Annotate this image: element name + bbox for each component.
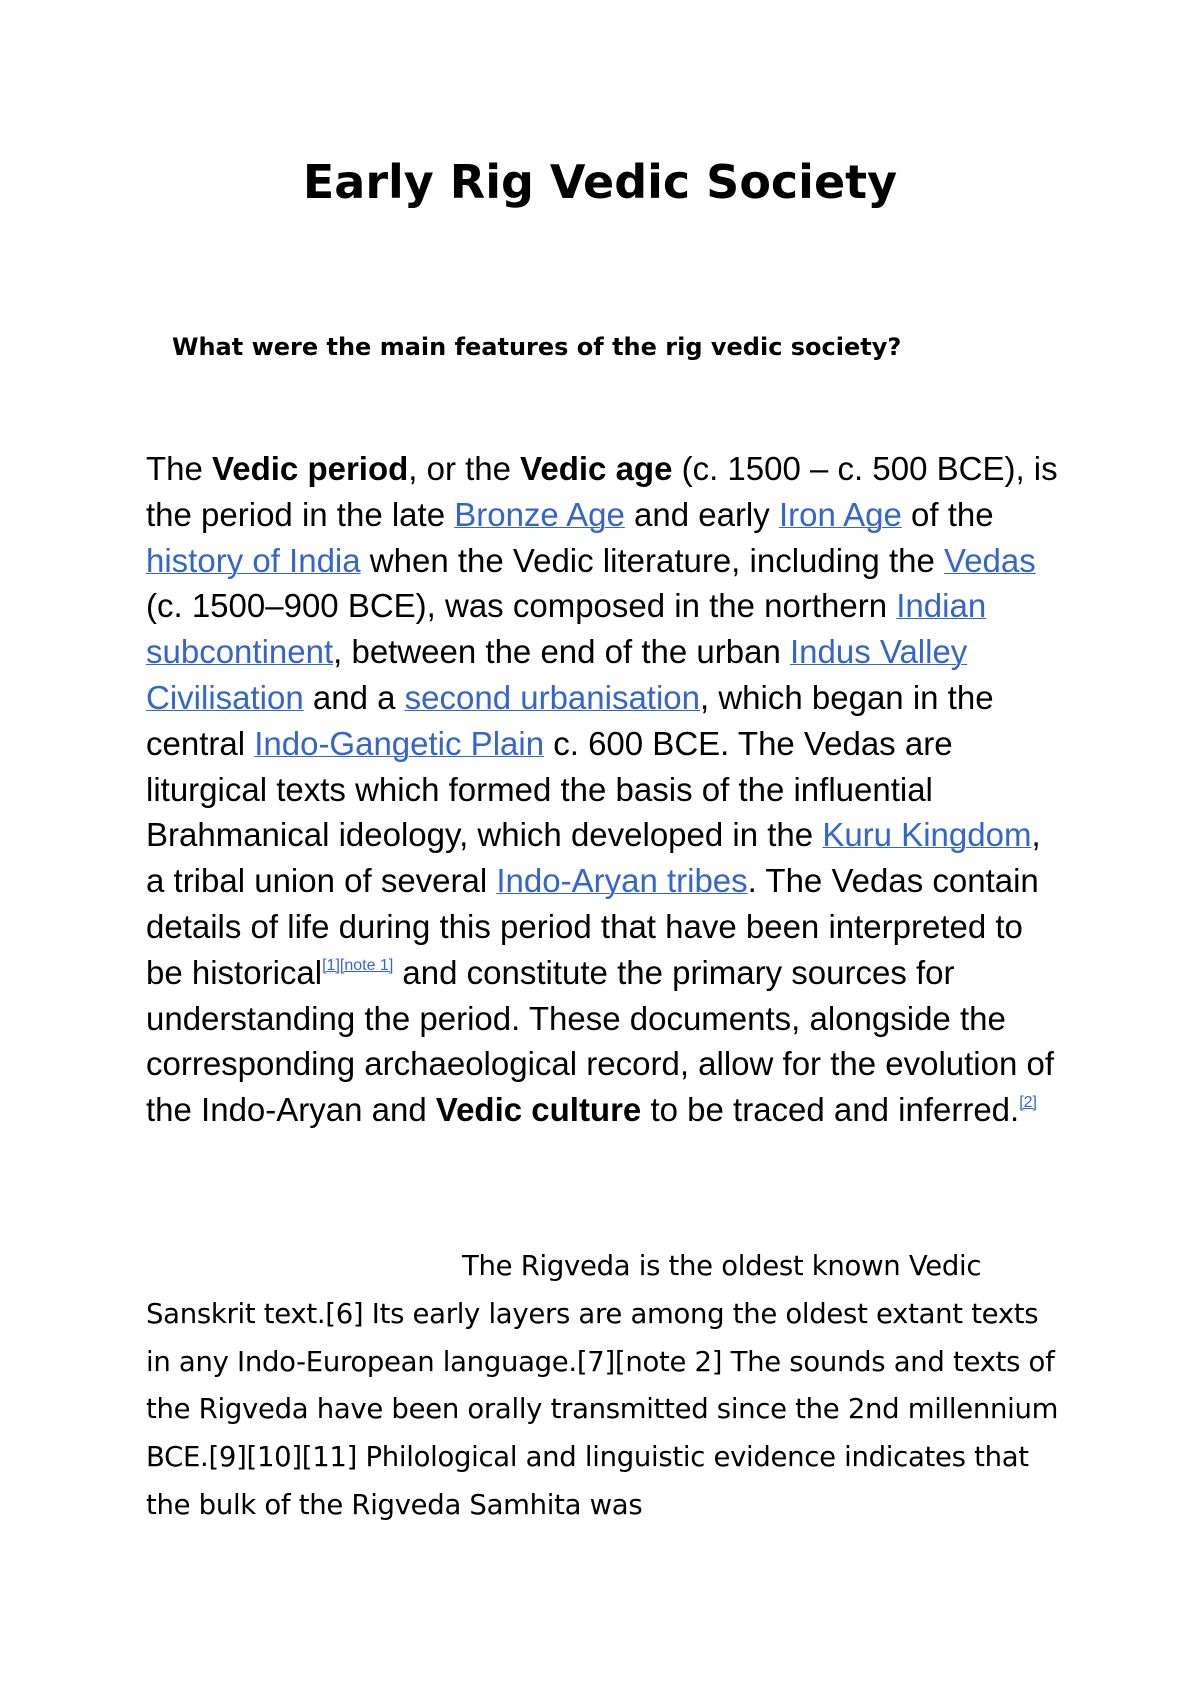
link-indo-gangetic-plain[interactable]: Indo-Gangetic Plain [254,724,545,762]
bold-vedic-period: Vedic period [212,450,409,487]
link-bronze-age[interactable]: Bronze Age [454,495,625,533]
link-indian-subcontinent[interactable]: Indian subcontinent [146,587,987,671]
text-run: and constitute the primary sources for understanding the period. These documents, alongside the corresponding archaeological record, allow for the evolution of the Indo-Aryan and [146,953,1055,1129]
link-indo-aryan-tribes[interactable]: Indo-Aryan tribes [496,862,748,900]
text-run: , between the end of the urban [333,633,790,671]
text-run: when the Vedic literature, including the [360,541,944,579]
text-run: (c. 1500–900 BCE), was composed in the northern [146,587,897,625]
citation-2[interactable]: [2] [1019,1094,1037,1112]
link-second-urbanisation[interactable]: second urbanisation [404,678,701,716]
text-run: of the [901,495,994,533]
text-run: and early [624,495,779,533]
text-run: to be traced and inferred. [641,1091,1020,1129]
link-iron-age[interactable]: Iron Age [778,495,902,533]
question-heading: What were the main features of the rig vedic society? [172,333,902,361]
rigveda-paragraph: The Rigveda is the oldest known Vedic Sanskrit text.[6] Its early layers are among the oldest extant texts in any Indo-European language.[7][note 2] The sounds and texts of the Rigveda have been orally transmitted since the 2nd millennium BCE.[9][10][11] Philological and linguistic evidence indicates that the bulk of the Rigveda Samhita was [146,1250,1059,1521]
link-history-of-india[interactable]: history of India [146,541,361,579]
vedic-period-paragraph [146,446,1066,1133]
bold-vedic-age: Vedic age [520,450,673,487]
citation-group [1019,1094,1037,1111]
citation-group [322,957,393,974]
document-title: Early Rig Vedic Society [302,155,898,209]
text-run: . The Vedas contain details of life during this period that have been interpreted to be historical [146,862,1039,991]
text-run: The [146,450,213,487]
citation-1[interactable]: [1] [322,956,340,974]
text-run: , a tribal union of several [146,816,1041,900]
link-indus-valley-civilisation[interactable]: Indus Valley Civilisation [146,633,968,716]
link-vedas[interactable]: Vedas [944,541,1036,579]
text-run: c. 600 BCE. The Vedas are liturgical texts which formed the basis of the influential Brahmanical ideology, which developed in the [146,724,953,854]
text-run: and a [303,678,405,716]
citation-note-1[interactable]: [note 1] [339,956,394,974]
link-kuru-kingdom[interactable]: Kuru Kingdom [822,816,1032,854]
text-run: , which began in the central [146,678,994,762]
bold-vedic-culture: Vedic culture [435,1091,642,1129]
text-run: , or the [408,450,521,487]
text-run: (c. 1500 – c. 500 BCE), is the period in the late [146,450,1058,533]
